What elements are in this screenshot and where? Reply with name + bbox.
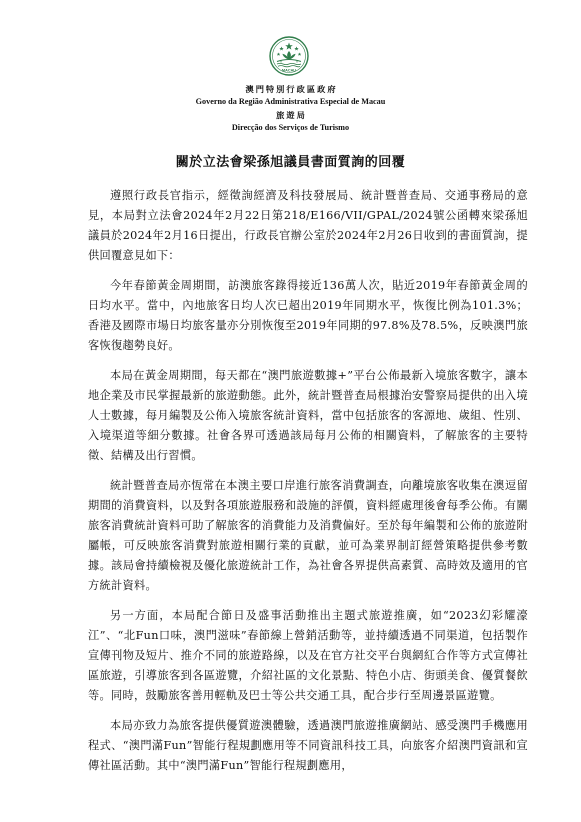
paragraph: 另一方面，本局配合節日及盛事活動推出主題式旅遊推廣，如“2023幻彩耀濠江”、“北Fun口味，澳門滋味”春節線上營銷活動等，並持續透過不同渠道，包括製作宣傳刊物及短片、推介不同的旅遊路線，以及在官方社交平台與網紅合作等方式宣傳社區旅遊，引導旅客到各區遊覽，介紹社區的文化景點、特色小店、街頭美食、優質餐飲等。同時，鼓勵旅客善用輕軌及巴士等公共交通工具，配合步行至周邊景區遊覽。	[88, 609, 528, 702]
government-name-chinese-text: 澳 門 特 別 行 政 區 政 府	[245, 85, 336, 94]
document-title: 關於立法會梁孫旭議員書面質詢的回覆	[175, 155, 406, 170]
government-name-chinese	[0, 84, 581, 95]
department-name-portuguese	[0, 122, 581, 133]
paragraph: 本局亦致力為旅客提供優質遊澳體驗，透過澳門旅遊推廣網站、感受澳門手機應用程式、“澳門滿Fun”智能行程規劃應用等不同資訊科技工具，向旅客介紹澳門資訊和宣傳社區活動。其中“澳門滿Fun”智能行程規劃應用，	[88, 719, 528, 772]
macau-emblem-icon	[268, 36, 310, 78]
svg-text:MACAU: MACAU	[281, 68, 297, 73]
paragraph: 統計暨普查局亦恆常在本澳主要口岸進行旅客消費調查，向離境旅客收集在澳逗留期間的消費資料，以及對各項旅遊服務和設施的評價，資料經處理後會每季公佈。有關旅客消費統計資料可助了解旅客的消費能力及消費偏好。至於每年編製和公佈的旅遊附屬帳，可反映旅客消費對旅遊相關行業的貢獻，並可為業界制訂經營策略提供參考數據。該局會持續檢視及優化旅遊統計工作，為社會各界提供高素質、高時效及適用的官方統計資料。	[88, 479, 528, 592]
government-name-portuguese-text: Governo da Região Administrativa Especial de Macau	[195, 97, 386, 106]
department-name-chinese-text: 旅 遊 局	[276, 111, 305, 120]
department-name-portuguese-text: Direcção dos Serviços de Turismo	[231, 123, 350, 132]
paragraph: 本局在黃金周期間，每天都在“澳門旅遊數據+”平台公佈最新入境旅客數字，讓本地企業及市民掌握最新的旅遊動態。此外，統計暨普查局根據治安警察局提供的出入境人士數據，每月編製及公佈入境旅客統計資料，當中包括旅客的客源地、歲組、性別、入境渠道等細分數據。社會各界可透過該局每月公佈的相關資料，了解旅客的主要特徵、結構及出行習慣。	[88, 369, 528, 462]
document-body	[88, 186, 528, 776]
government-name-portuguese	[0, 96, 581, 107]
paragraph: 遵照行政長官指示，經徵詢經濟及科技發展局、統計暨普查局、交通事務局的意見，本局對立法會2024年2月22日第218/E166/VII/GPAL/2024號公函轉來梁孫旭議員於2024年2月16日提出，行政長官辦公室於2024年2月26日收到的書面質詢，提供回覆意見如下：	[88, 189, 528, 262]
paragraph: 今年春節黃金周期間，訪澳旅客錄得接近136萬人次，貼近2019年春節黃金周的日均水平。當中，內地旅客日均人次已超出2019年同期水平，恢復比例為101.3%；香港及國際市場日均旅客量亦分別恢復至2019年同期的97.8%及78.5%，反映澳門旅客恢復趨勢良好。	[88, 279, 528, 352]
department-name-chinese	[0, 110, 581, 121]
